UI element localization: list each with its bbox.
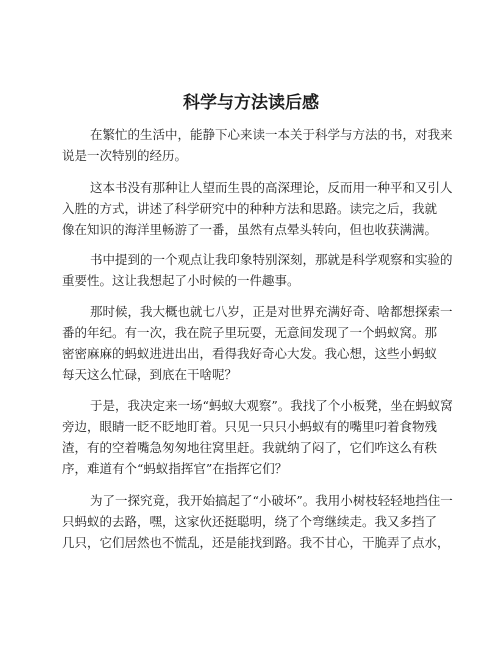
- paragraph-line: 像在知识的海洋里畅游了一番，虽然有点晕头转向，但也收获满满。: [62, 222, 438, 237]
- paragraph-line: 旁边，眼睛一眨不眨地盯着。只见一只只小蚂蚁有的嘴里叼着食物残: [62, 419, 438, 434]
- paragraph-line: 入胜的方式，讲述了科学研究中的种种方法和思路。读完之后，我就: [62, 201, 438, 216]
- paragraph-line: 那时候，我大概也就七八岁，正是对世界充满好奇、啥都想探索一: [90, 304, 453, 319]
- paragraph-line: 书中提到的一个观点让我印象特别深刻，那就是科学观察和实验的: [90, 252, 453, 267]
- paragraph-line: 番的年纪。有一次，我在院子里玩耍，无意间发现了一个蚂蚁窝。那: [62, 325, 438, 340]
- paragraph-line: 在繁忙的生活中，能静下心来读一本关于科学与方法的书，对我来: [90, 127, 453, 142]
- document-title: 科学与方法读后感: [183, 93, 319, 113]
- paragraph-2: [62, 177, 462, 240]
- paragraph-3: [62, 249, 462, 291]
- paragraph-line: 渣，有的空着嘴急匆匆地往窝里赶。我就纳了闷了，它们咋这么有秩: [62, 440, 438, 455]
- paragraph-line: 为了一探究竟，我开始搞起了“小破坏”。我用小树枝轻轻地挡住一: [90, 493, 453, 508]
- paragraph-line: 每天这么忙碌，到底在干啥呢？: [62, 367, 238, 382]
- paragraph-line: 这本书没有那种让人望而生畏的高深理论，反而用一种平和又引人: [90, 180, 453, 195]
- paragraph-4: [62, 301, 462, 385]
- paragraph-5: [62, 395, 462, 479]
- paragraph-line: 序，难道有个“蚂蚁指挥官”在指挥它们？: [62, 461, 288, 476]
- paragraph-6: [62, 490, 462, 553]
- paragraph-line: 重要性。这让我想起了小时候的一件趣事。: [62, 273, 300, 288]
- paragraph-line: 密密麻麻的蚂蚁进进出出，看得我好奇心大发。我心想，这些小蚂蚁: [62, 346, 438, 361]
- paragraph-line: 于是，我决定来一场“蚂蚁大观察”。我找了个小板凳，坐在蚂蚁窝: [90, 398, 453, 413]
- paragraph-line: 只蚂蚁的去路，嘿，这家伙还挺聪明，绕了个弯继续走。我又多挡了: [62, 514, 438, 529]
- paragraph-1: [62, 124, 462, 166]
- paragraph-line: 几只，它们居然也不慌乱，还是能找到路。我不甘心，干脆弄了点水，: [62, 535, 450, 550]
- paragraph-line: 说是一次特别的经历。: [62, 148, 188, 163]
